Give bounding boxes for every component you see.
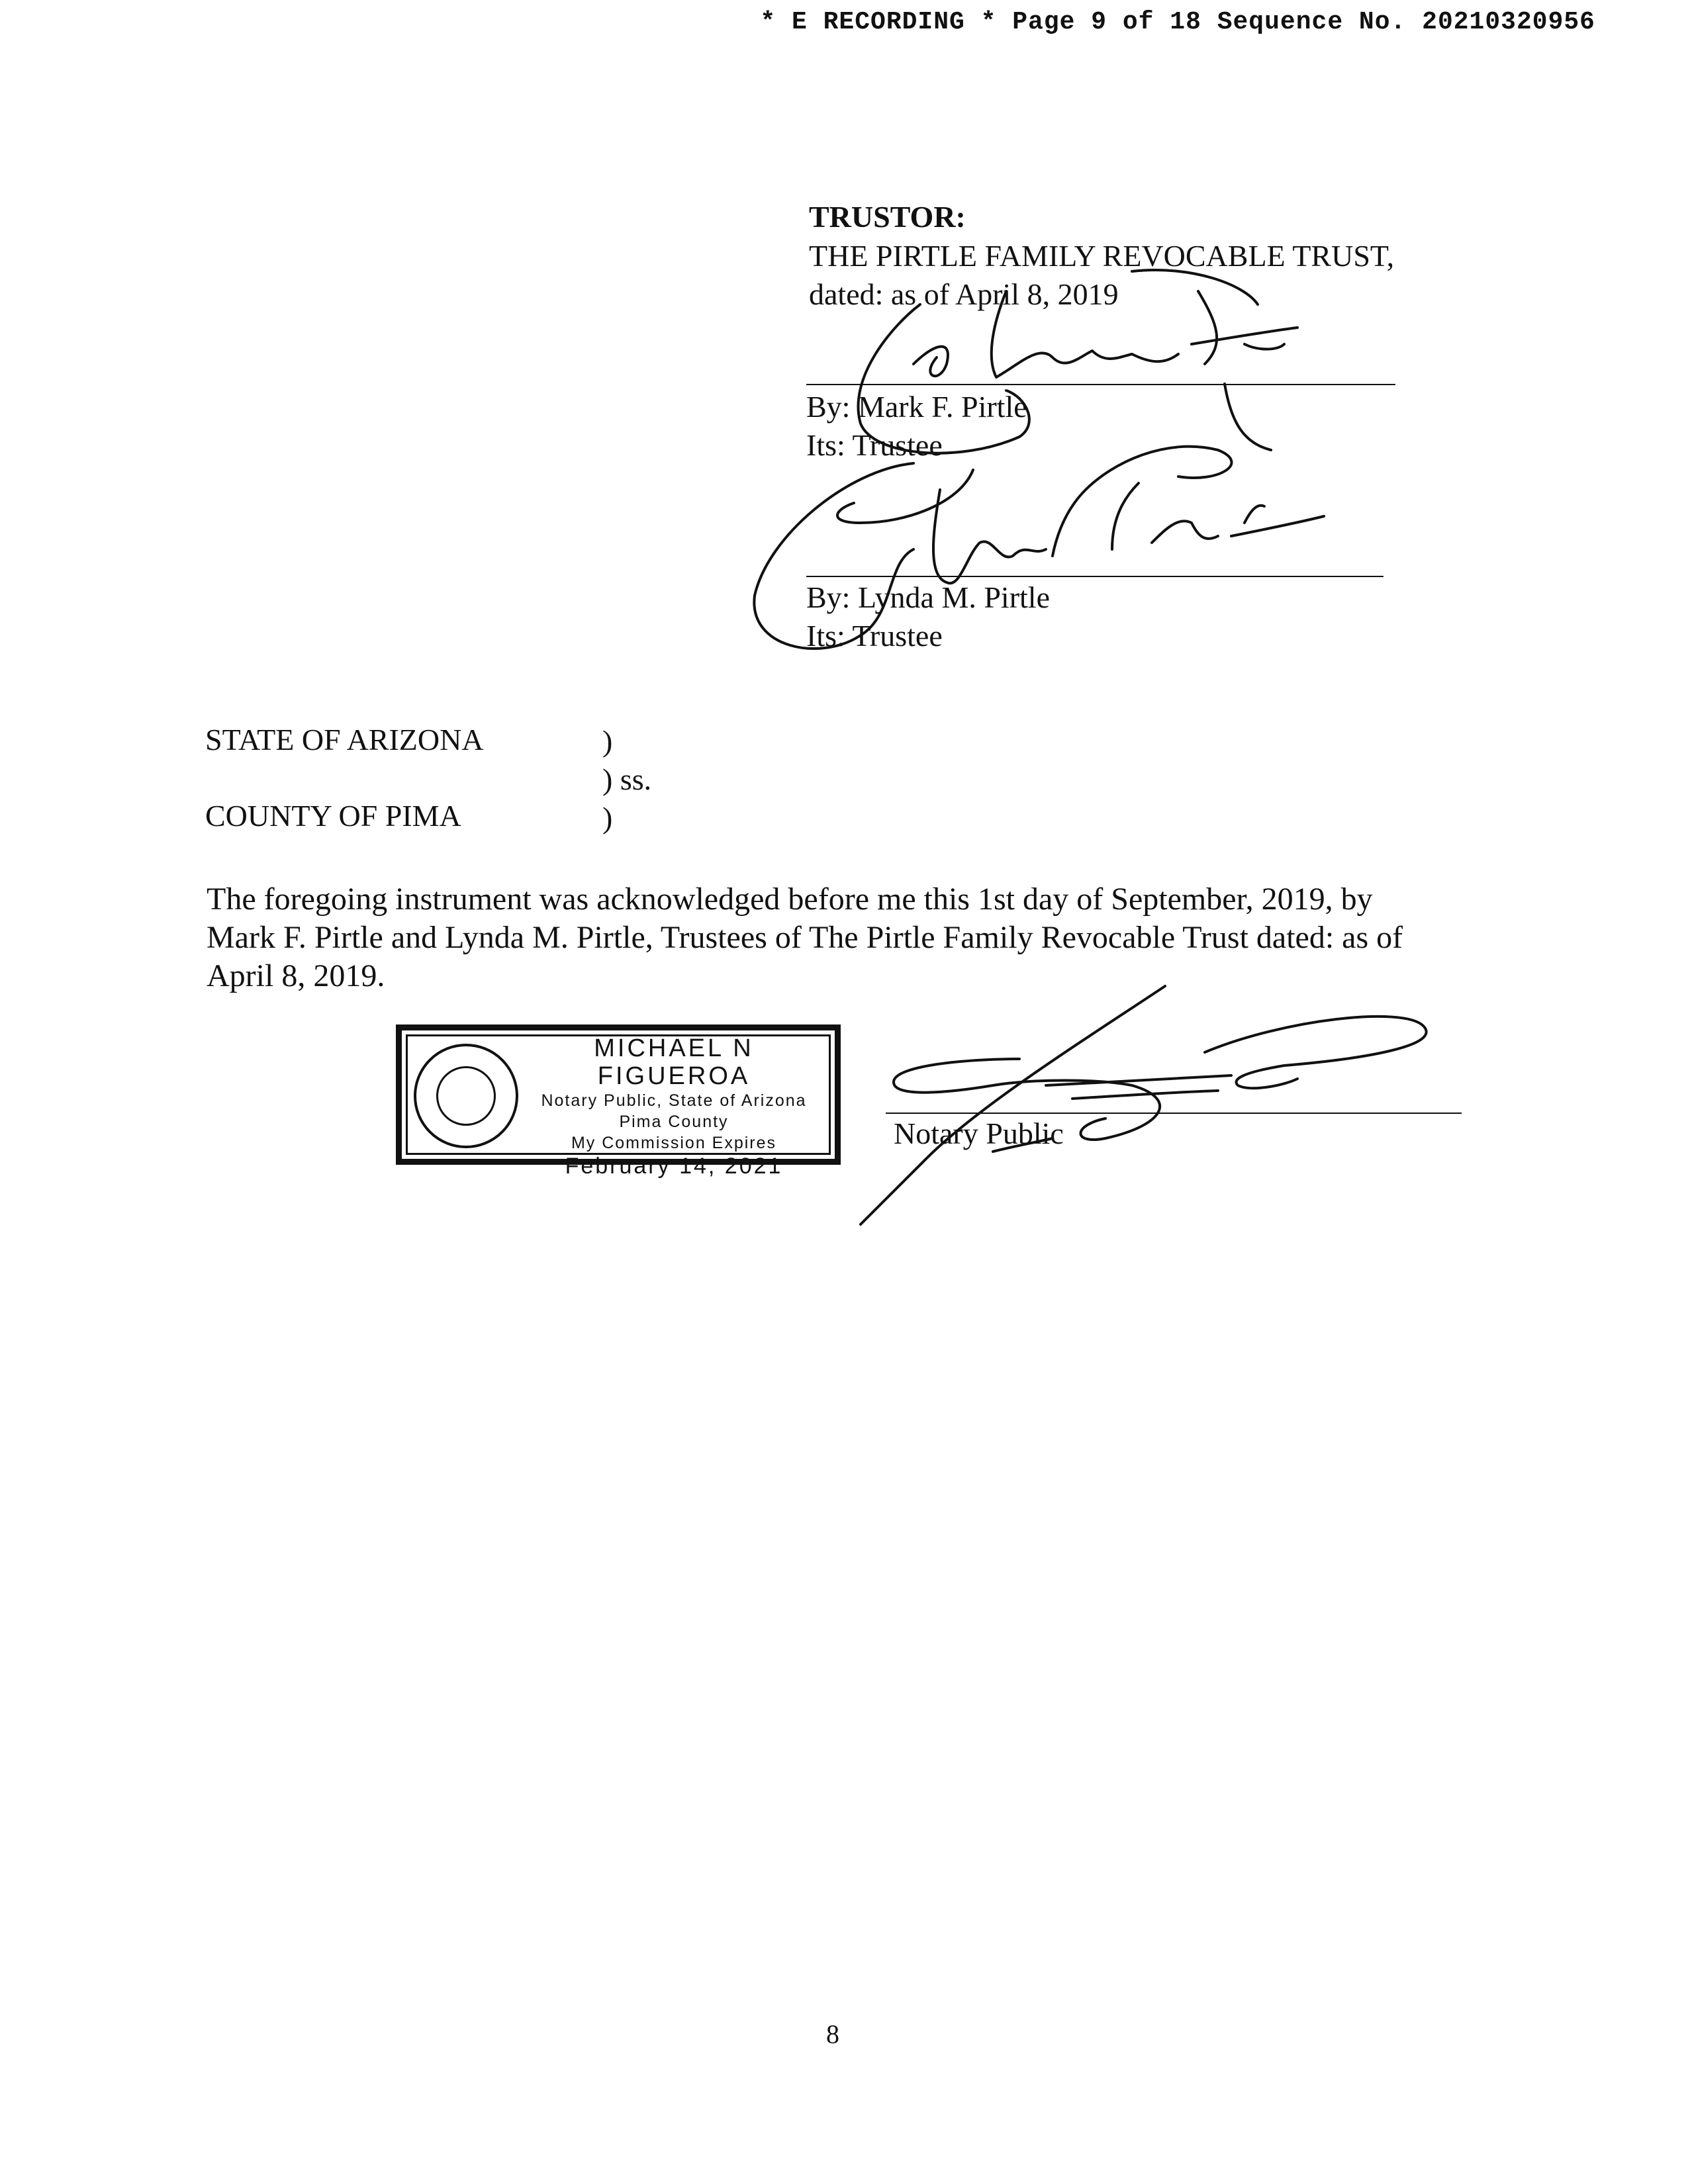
signer2-by: By: Lynda M. Pirtle	[806, 580, 1050, 614]
notary-title: Notary Public, State of Arizona	[541, 1091, 807, 1110]
signer1-by: By: Mark F. Pirtle	[806, 390, 1027, 424]
notary-commission-label: My Commission Expires	[571, 1134, 777, 1152]
page-number: 8	[826, 2019, 839, 2049]
notary-county: Pima County	[619, 1113, 729, 1131]
notary-public-label: Notary Public	[894, 1116, 1064, 1150]
trust-dated: dated: as of April 8, 2019	[809, 277, 1119, 311]
trust-name: THE PIRTLE FAMILY REVOCABLE TRUST,	[809, 239, 1395, 273]
recording-header: * E RECORDING * Page 9 of 18 Sequence No. 20210320956	[760, 8, 1595, 36]
venue-county: COUNTY OF PIMA	[205, 799, 461, 833]
notary-signature-line	[886, 1113, 1462, 1114]
acknowledgment-line-1: The foregoing instrument was acknowledged before me this 1st day of September, 2019, by	[207, 882, 1373, 917]
notary-name: MICHAEL N FIGUEROA	[594, 1034, 754, 1090]
venue-ss: ) ss.	[602, 762, 652, 796]
signer2-its: Its: Trustee	[806, 619, 943, 653]
acknowledgment-line-2: Mark F. Pirtle and Lynda M. Pirtle, Trustees of The Pirtle Family Revocable Trust dated: as of	[207, 920, 1403, 955]
signature-lynda-pirtle	[741, 424, 1337, 662]
venue-state: STATE OF ARIZONA	[205, 723, 484, 756]
notary-seal-stamp	[396, 1024, 841, 1179]
venue-paren-1: )	[602, 724, 613, 758]
trustor-heading: TRUSTOR:	[809, 200, 966, 234]
signature-notary	[821, 966, 1470, 1231]
venue-paren-2: )	[602, 801, 613, 835]
notary-commission-expires: February 14, 2021	[565, 1154, 783, 1179]
signer1-its: Its: Trustee	[806, 428, 943, 462]
state-seal-emblem	[414, 1044, 518, 1148]
acknowledgment-line-3: April 8, 2019.	[207, 958, 385, 993]
